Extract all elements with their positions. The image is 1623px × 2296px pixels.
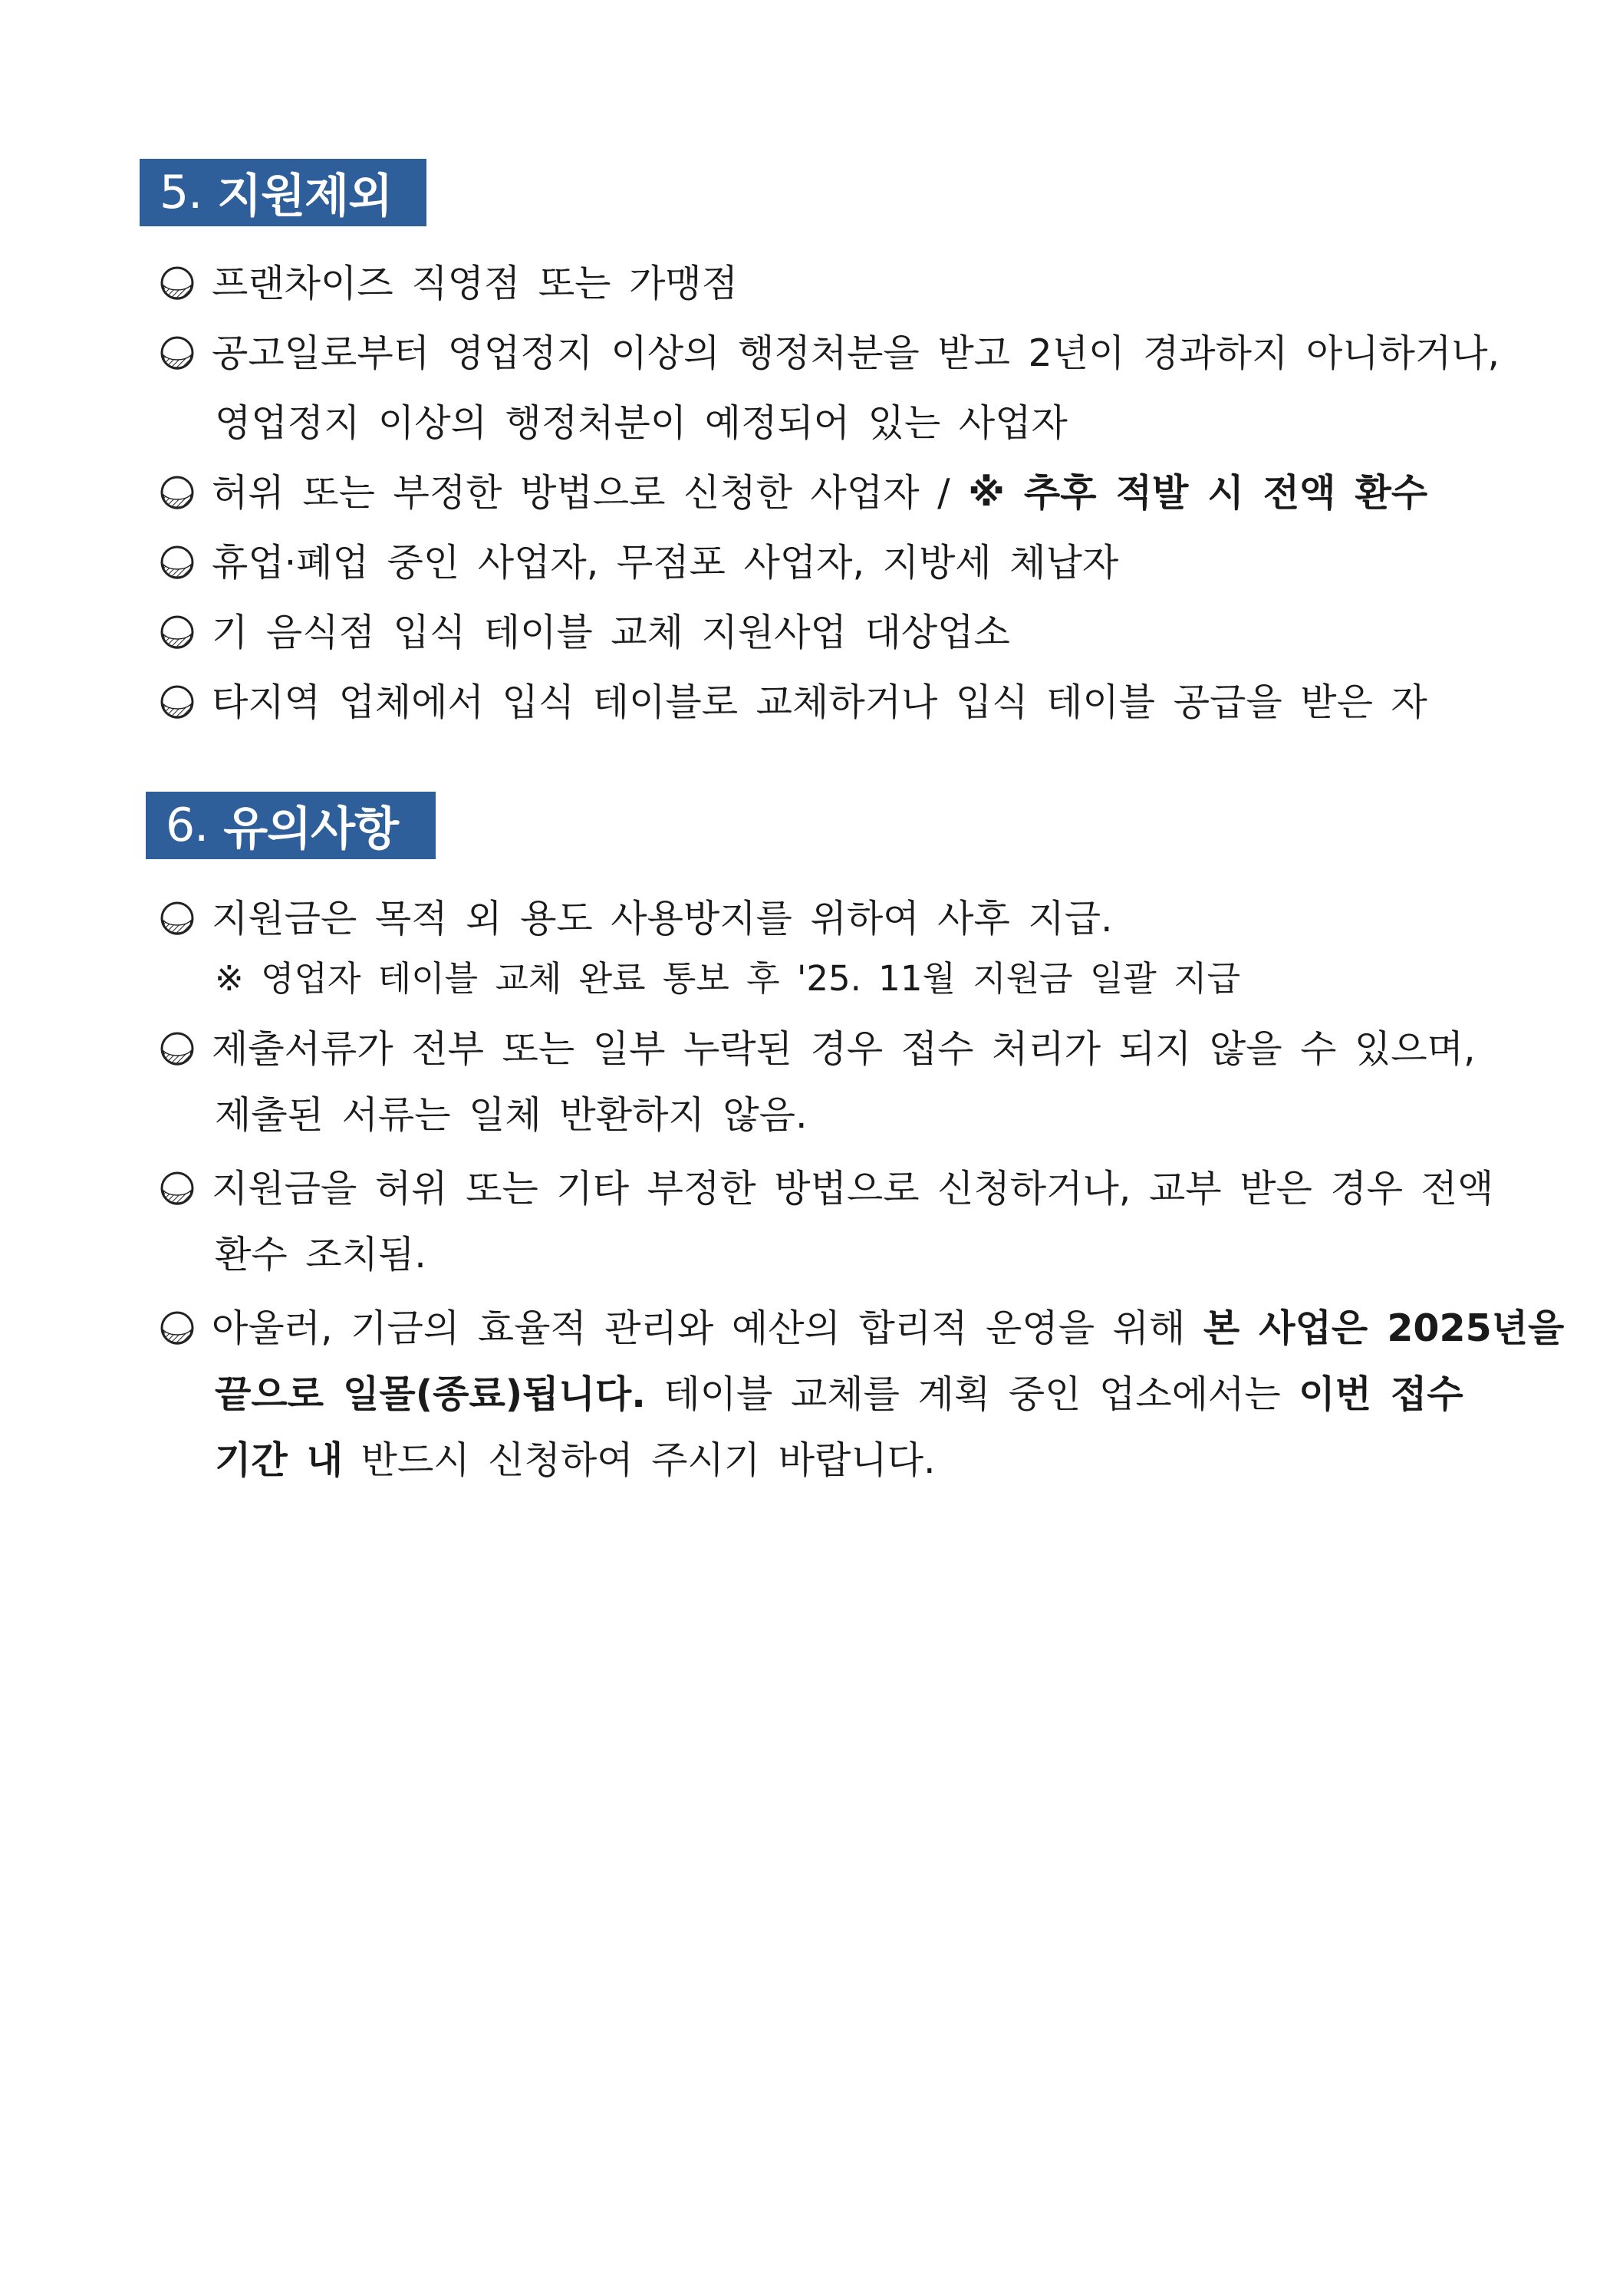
shaded-circle-bullet-icon xyxy=(160,614,195,650)
item-text: 허위 또는 부정한 방법으로 신청한 사업자 / xyxy=(212,471,969,515)
deadline-notice: 이번 접수 xyxy=(1299,1372,1463,1416)
section-5-number: 5. xyxy=(160,166,202,219)
list-item xyxy=(160,540,1118,586)
section-6-header xyxy=(146,792,436,859)
item-text: 기 음식점 입식 테이블 교체 지원사업 대상업소 xyxy=(212,611,1010,654)
item-text: 타지역 업체에서 입식 테이블로 교체하거나 입식 테이블 공급을 받은 자 xyxy=(212,680,1427,724)
list-item-continuation xyxy=(215,1372,1463,1418)
list-item-continuation xyxy=(215,1438,936,1484)
item-text: 공고일로부터 영업정지 이상의 행정처분을 받고 2년이 경과하지 아니하거나, xyxy=(212,331,1500,375)
sunset-notice: 본 사업은 2025년을 xyxy=(1203,1306,1565,1350)
shaded-circle-bullet-icon xyxy=(160,265,195,301)
section-5-header xyxy=(140,159,426,226)
list-item xyxy=(160,1306,1564,1352)
item-text: 지원금은 목적 외 용도 사용방지를 위하여 사후 지급. xyxy=(212,897,1113,940)
refund-warning: ※ 추후 적발 시 전액 환수 xyxy=(968,471,1428,515)
shaded-circle-bullet-icon xyxy=(160,684,195,720)
item-text: 지원금을 허위 또는 기타 부정한 방법으로 신청하거나, 교부 받은 경우 전액 xyxy=(212,1167,1494,1211)
shaded-circle-bullet-icon xyxy=(160,545,195,580)
list-item xyxy=(160,610,1010,656)
list-item-continuation: 환수 조치됨. xyxy=(215,1233,426,1276)
shaded-circle-bullet-icon xyxy=(160,475,195,510)
section-5-title: 지원제외 xyxy=(217,170,393,223)
shaded-circle-bullet-icon xyxy=(160,1310,195,1346)
list-item xyxy=(160,261,738,307)
item-text: 아울러, 기금의 효율적 관리와 예산의 합리적 운영을 위해 xyxy=(212,1306,1203,1350)
sunset-notice-cont: 끝으로 일몰(종료)됩니다. xyxy=(215,1372,646,1416)
item-text: 테이블 교체를 계획 중인 업소에서는 xyxy=(645,1372,1299,1416)
section-6-number: 6. xyxy=(166,799,209,852)
item-text: 반드시 신청하여 주시기 바랍니다. xyxy=(343,1438,936,1482)
section-6-title: 유의사항 xyxy=(223,802,399,856)
list-item-continuation: 제출된 서류는 일체 반환하지 않음. xyxy=(215,1093,808,1137)
shaded-circle-bullet-icon xyxy=(160,1171,195,1206)
list-item xyxy=(160,680,1427,726)
list-item xyxy=(160,1026,1476,1072)
shaded-circle-bullet-icon xyxy=(160,901,195,936)
shaded-circle-bullet-icon xyxy=(160,335,195,371)
list-item xyxy=(160,331,1500,377)
deadline-notice-cont: 기간 내 xyxy=(215,1438,344,1482)
list-item xyxy=(160,470,1427,516)
shaded-circle-bullet-icon xyxy=(160,1031,195,1066)
payment-note: ※ 영업자 테이블 교체 완료 통보 후 '25. 11월 지원금 일괄 지급 xyxy=(215,958,1241,999)
list-item xyxy=(160,896,1113,942)
item-text: 프랜차이즈 직영점 또는 가맹점 xyxy=(212,262,739,305)
list-item xyxy=(160,1166,1493,1212)
list-item-continuation: 영업정지 이상의 행정처분이 예정되어 있는 사업자 xyxy=(215,401,1068,445)
item-text: 휴업·폐업 중인 사업자, 무점포 사업자, 지방세 체납자 xyxy=(212,541,1119,585)
item-text: 제출서류가 전부 또는 일부 누락된 경우 접수 처리가 되지 않을 수 있으며, xyxy=(212,1027,1476,1071)
